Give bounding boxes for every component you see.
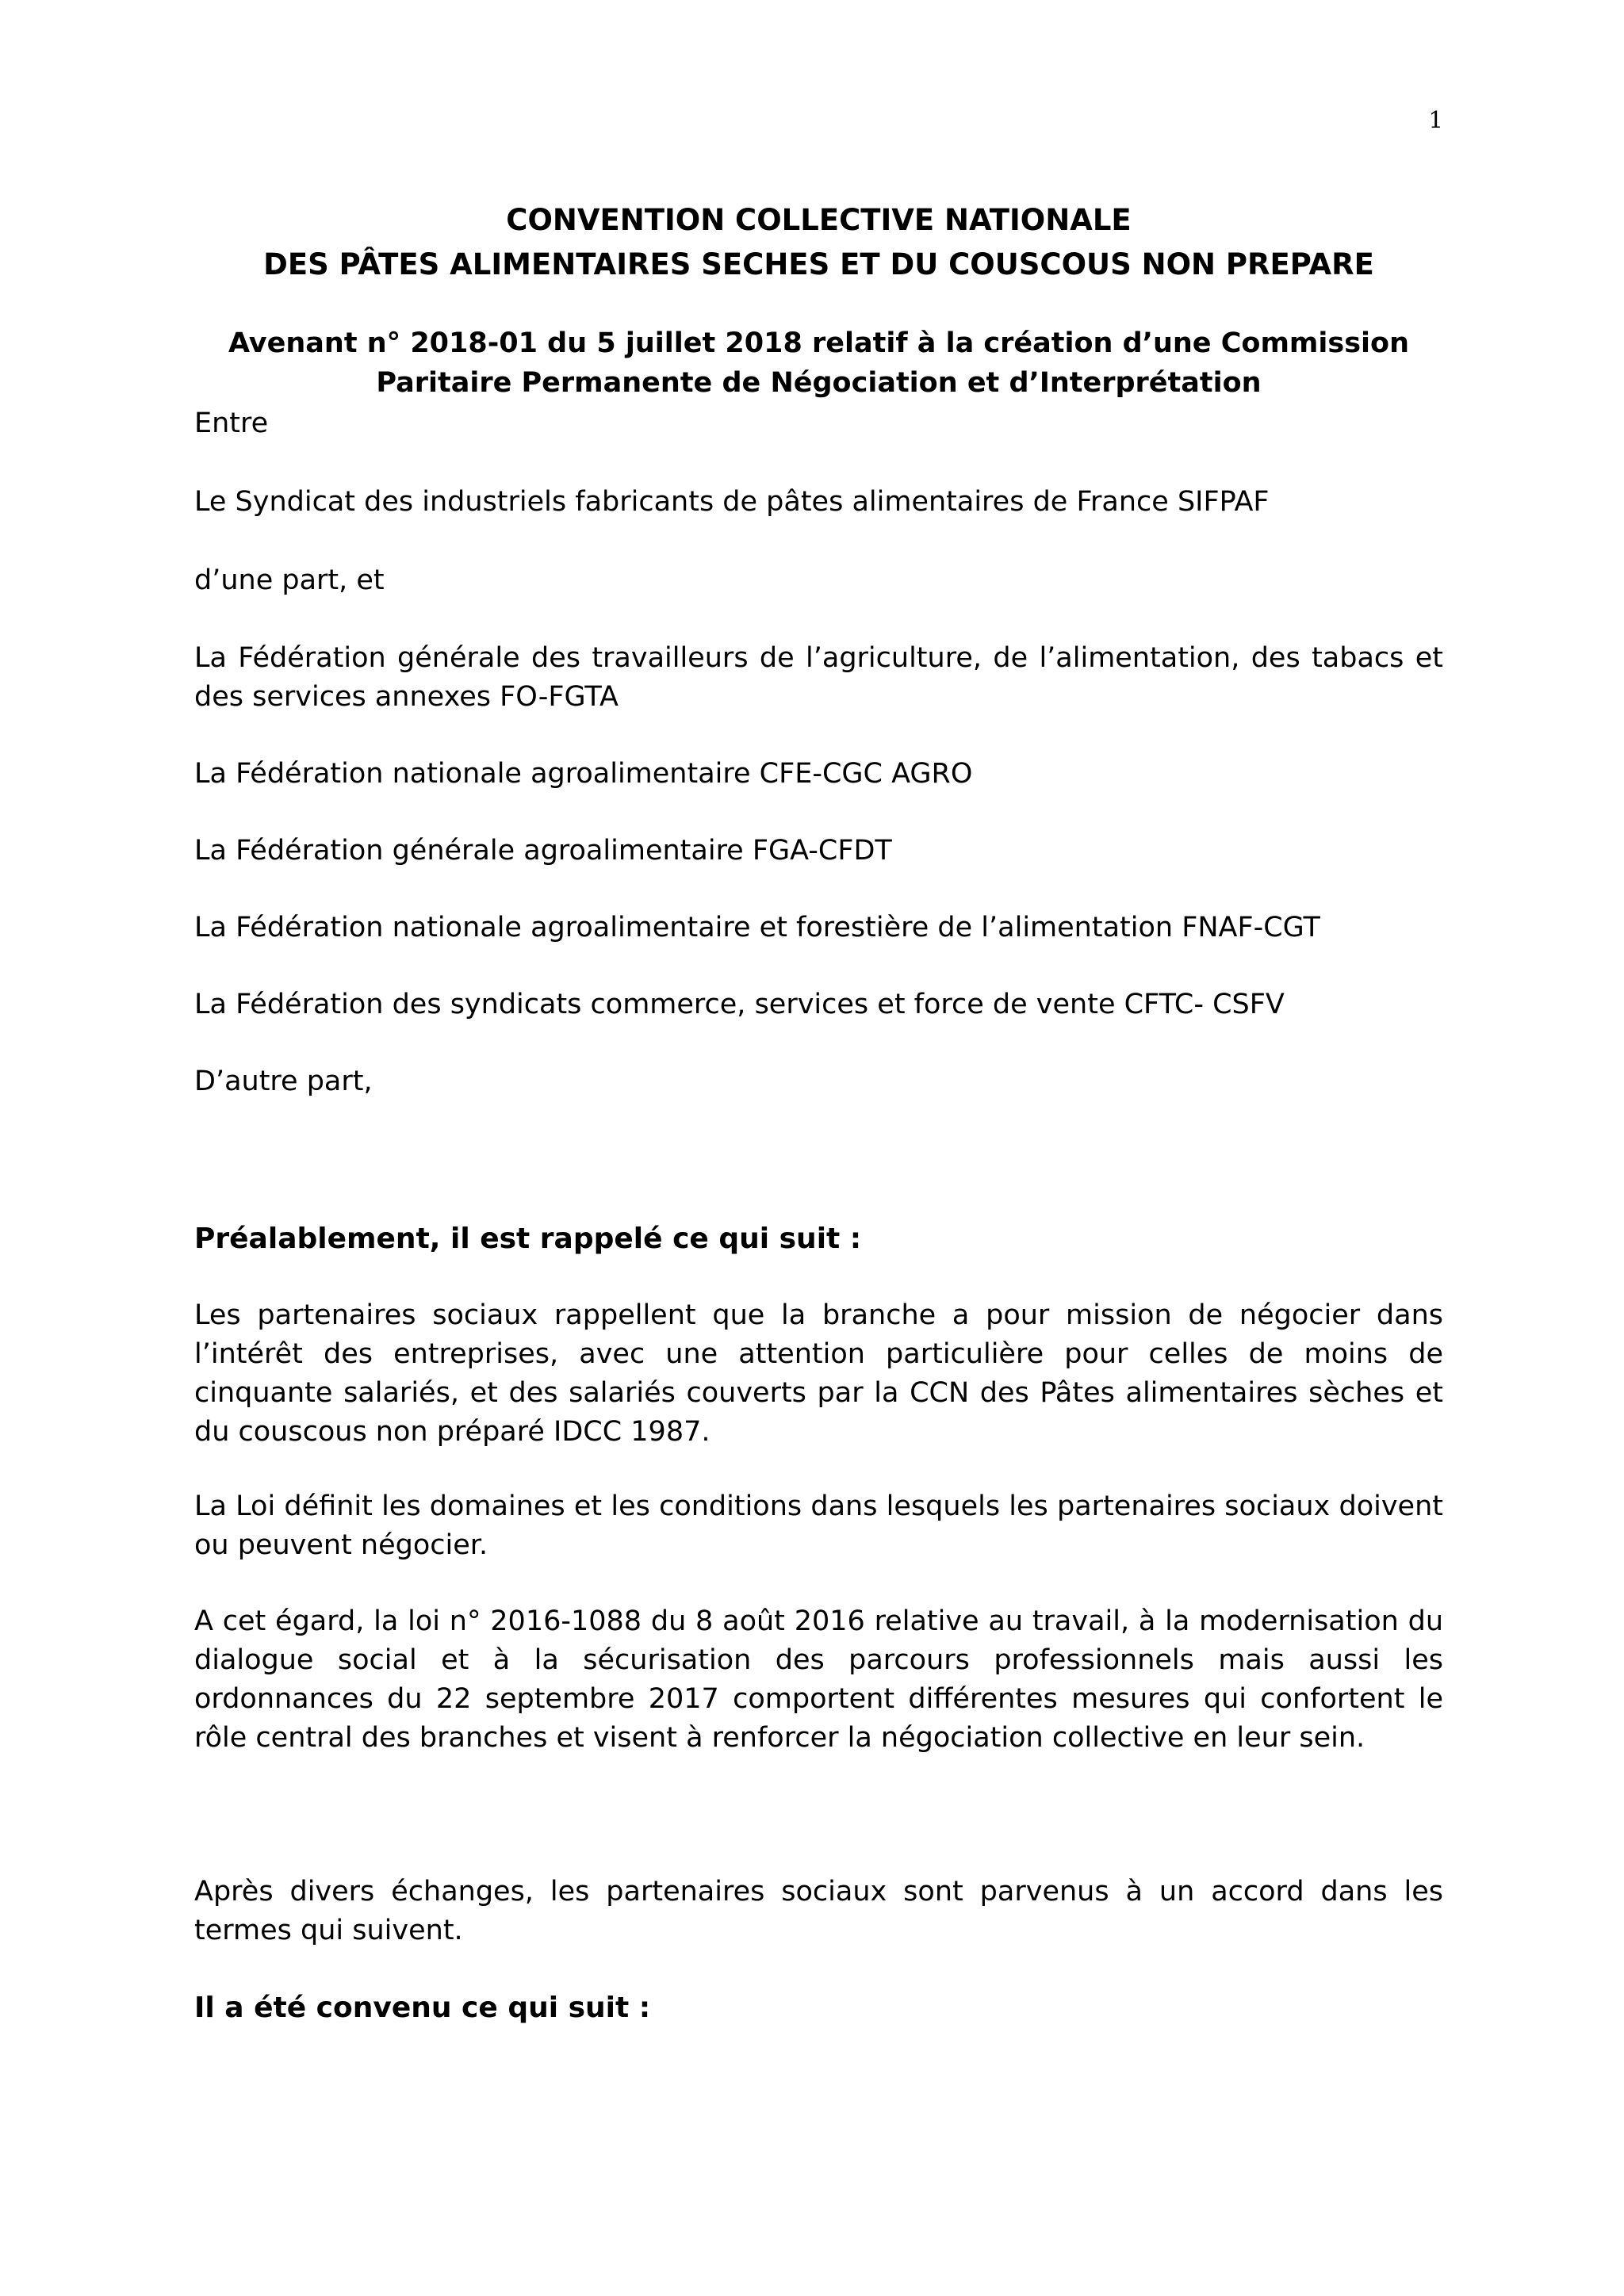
parties-intro: Entre: [194, 408, 269, 439]
party-union-fnaf-cgt: La Fédération nationale agroalimentaire et forestière de l’alimentation FNAF-CGT: [194, 912, 1320, 943]
party-union-fo-fgta: La Fédération générale des travailleurs de l’agriculture, de l’alimentation, des tabacs et des services annexes FO-FGTA: [194, 642, 1443, 713]
page-number: 1: [1428, 106, 1443, 133]
preamble-heading: Préalablement, il est rappelé ce qui suit :: [194, 1223, 862, 1255]
party-union-cfe-cgc: La Fédération nationale agroalimentaire CFE-CGC AGRO: [194, 758, 973, 790]
party-union-fga-cfdt: La Fédération générale agroalimentaire FGA-CFDT: [194, 835, 892, 867]
amendment-line-1: Avenant n° 2018-01 du 5 juillet 2018 relatif à la création d’une Commission: [228, 327, 1410, 359]
party-employer: Le Syndicat des industriels fabricants de pâtes alimentaires de France SIFPAF: [194, 486, 1270, 518]
title-line-1: CONVENTION COLLECTIVE NATIONALE: [506, 203, 1132, 237]
employer-side: d’une part, et: [194, 564, 385, 596]
preamble-paragraph-1: Les partenaires sociaux rappellent que la branche a pour mission de négocier dans l’intérêt des entreprises, avec une attention particulière pour celles de moins de cinquante salariés, et des salariés couverts par la CCN des Pâtes alimentaires sèches et du couscous non préparé IDCC 1987.: [194, 1299, 1443, 1448]
amendment-line-2: Paritaire Permanente de Négociation et d’Interprétation: [376, 367, 1262, 399]
document-title: [194, 198, 1443, 287]
preamble-paragraph-3: A cet égard, la loi n° 2016-1088 du 8 août 2016 relative au travail, à la modernisation du dialogue social et à la sécurisation des parcours professionnels mais aussi les ordonnances du 22 septembre 2017 comportent différentes mesures qui confortent le rôle central des branches et visent à renforcer la négociation collective en leur sein.: [194, 1605, 1443, 1754]
agreement-heading: Il a été convenu ce qui suit :: [194, 1992, 651, 2024]
title-line-2: DES PÂTES ALIMENTAIRES SECHES ET DU COUSCOUS NON PREPARE: [263, 247, 1374, 281]
preamble-paragraph-2: La Loi définit les domaines et les conditions dans lesquels les partenaires sociaux doivent ou peuvent négocier.: [194, 1490, 1443, 1561]
amendment-title: [194, 323, 1443, 403]
preamble-paragraph-4: Après divers échanges, les partenaires sociaux sont parvenus à un accord dans les termes qui suivent.: [194, 1876, 1443, 1946]
party-union-cftc: La Fédération des syndicats commerce, services et force de vente CFTC- CSFV: [194, 989, 1285, 1020]
union-side: D’autre part,: [194, 1066, 373, 1097]
